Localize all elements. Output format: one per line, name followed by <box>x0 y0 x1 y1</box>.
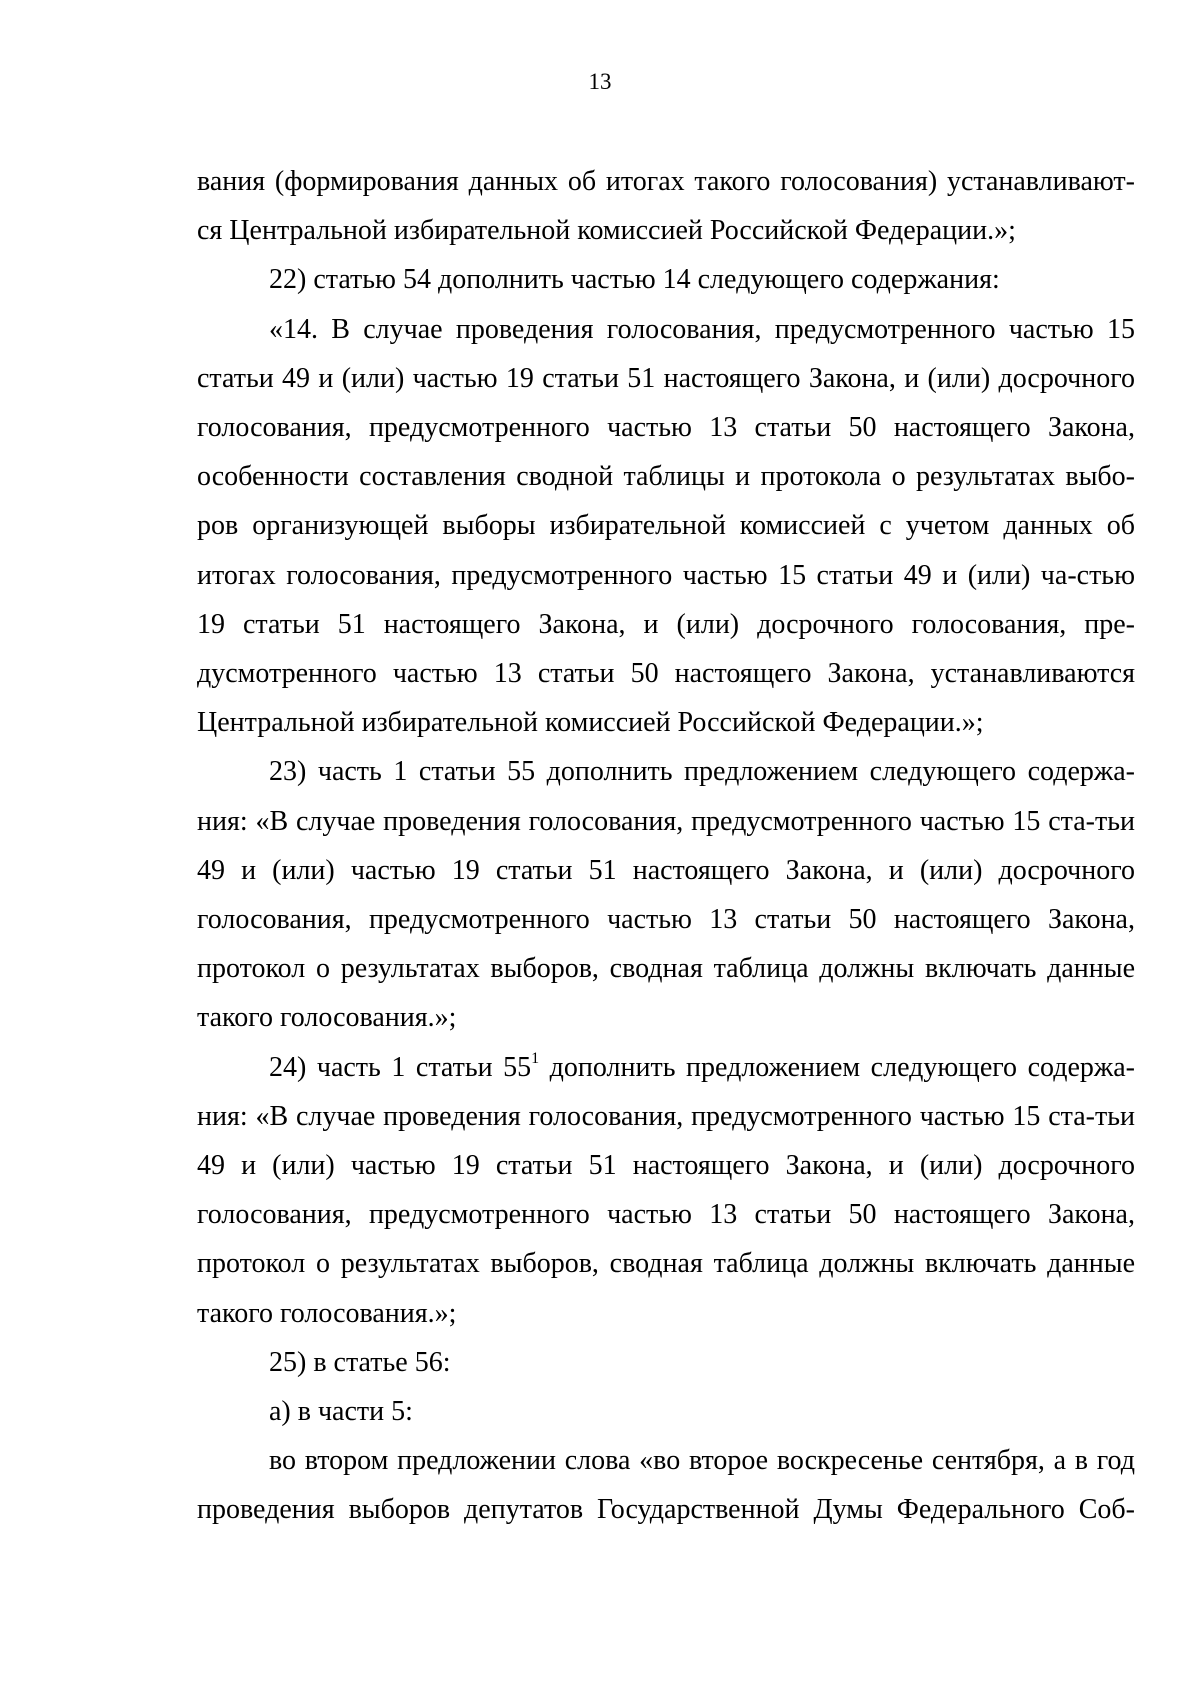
paragraph-item-24 <box>197 1043 1135 1338</box>
paragraph-item-22: 22) статью 54 дополнить частью 14 следующего содержания: <box>269 264 1000 296</box>
paragraph-subitem-a: а) в части 5: <box>269 1396 413 1428</box>
item-24-text-start: 24) часть 1 статьи 55 <box>269 1051 532 1083</box>
superscript-article-number: 1 <box>531 1050 540 1068</box>
page-number: 13 <box>588 69 612 94</box>
item-24-text-end: дополнить предложением следующего содержа-ния: «В случае проведения голосования, предусмотренного частью 15 ста-тьи 49 и (или) частью 19 статьи 51 настоящего Закона, и (или) досрочного голосования, предусмотренного частью 13 статьи 50 настоящего Закона, протокол о результатах выборов, сводная таблица должны включать данные такого голосования.»; <box>197 1051 1135 1329</box>
paragraph-second-sentence: во втором предложении слова «во второе воскресенье сентября, а в год проведения выборов депутатов Государственной Думы Федерального Соб- <box>197 1445 1135 1526</box>
paragraph-item-23: 23) часть 1 статьи 55 дополнить предложением следующего содержа-ния: «В случае проведения голосования, предусмотренного частью 15 ста-тьи 49 и (или) частью 19 статьи 51 настоящего Закона, и (или) досрочного голосования, предусмотренного частью 13 статьи 50 настоящего Закона, протокол о результатах выборов, сводная таблица должны включать данные такого голосования.»; <box>197 756 1135 1034</box>
document-body <box>197 157 1135 1535</box>
paragraph-continuation: вания (формирования данных об итогах такого голосования) устанавливают-ся Центральной избирательной комиссией Российской Федерации.»; <box>197 166 1135 247</box>
paragraph-item-25: 25) в статье 56: <box>269 1346 451 1378</box>
paragraph-quote-14: «14. В случае проведения голосования, предусмотренного частью 15 статьи 49 и (или) частью 19 статьи 51 настоящего Закона, и (или) досрочного голосования, предусмотренного частью 13 статьи 50 настоящего Закона, особенности составления сводной таблицы и протокола о результатах выбо-ров организующей выборы избирательной комиссией с учетом данных об итогах голосования, предусмотренного частью 15 статьи 49 и (или) ча-стью 19 статьи 51 настоящего Закона, и (или) досрочного голосования, пре-дусмотренного частью 13 статьи 50 настоящего Закона, устанавливаются Центральной избирательной комиссией Российской Федерации.»; <box>197 313 1135 739</box>
